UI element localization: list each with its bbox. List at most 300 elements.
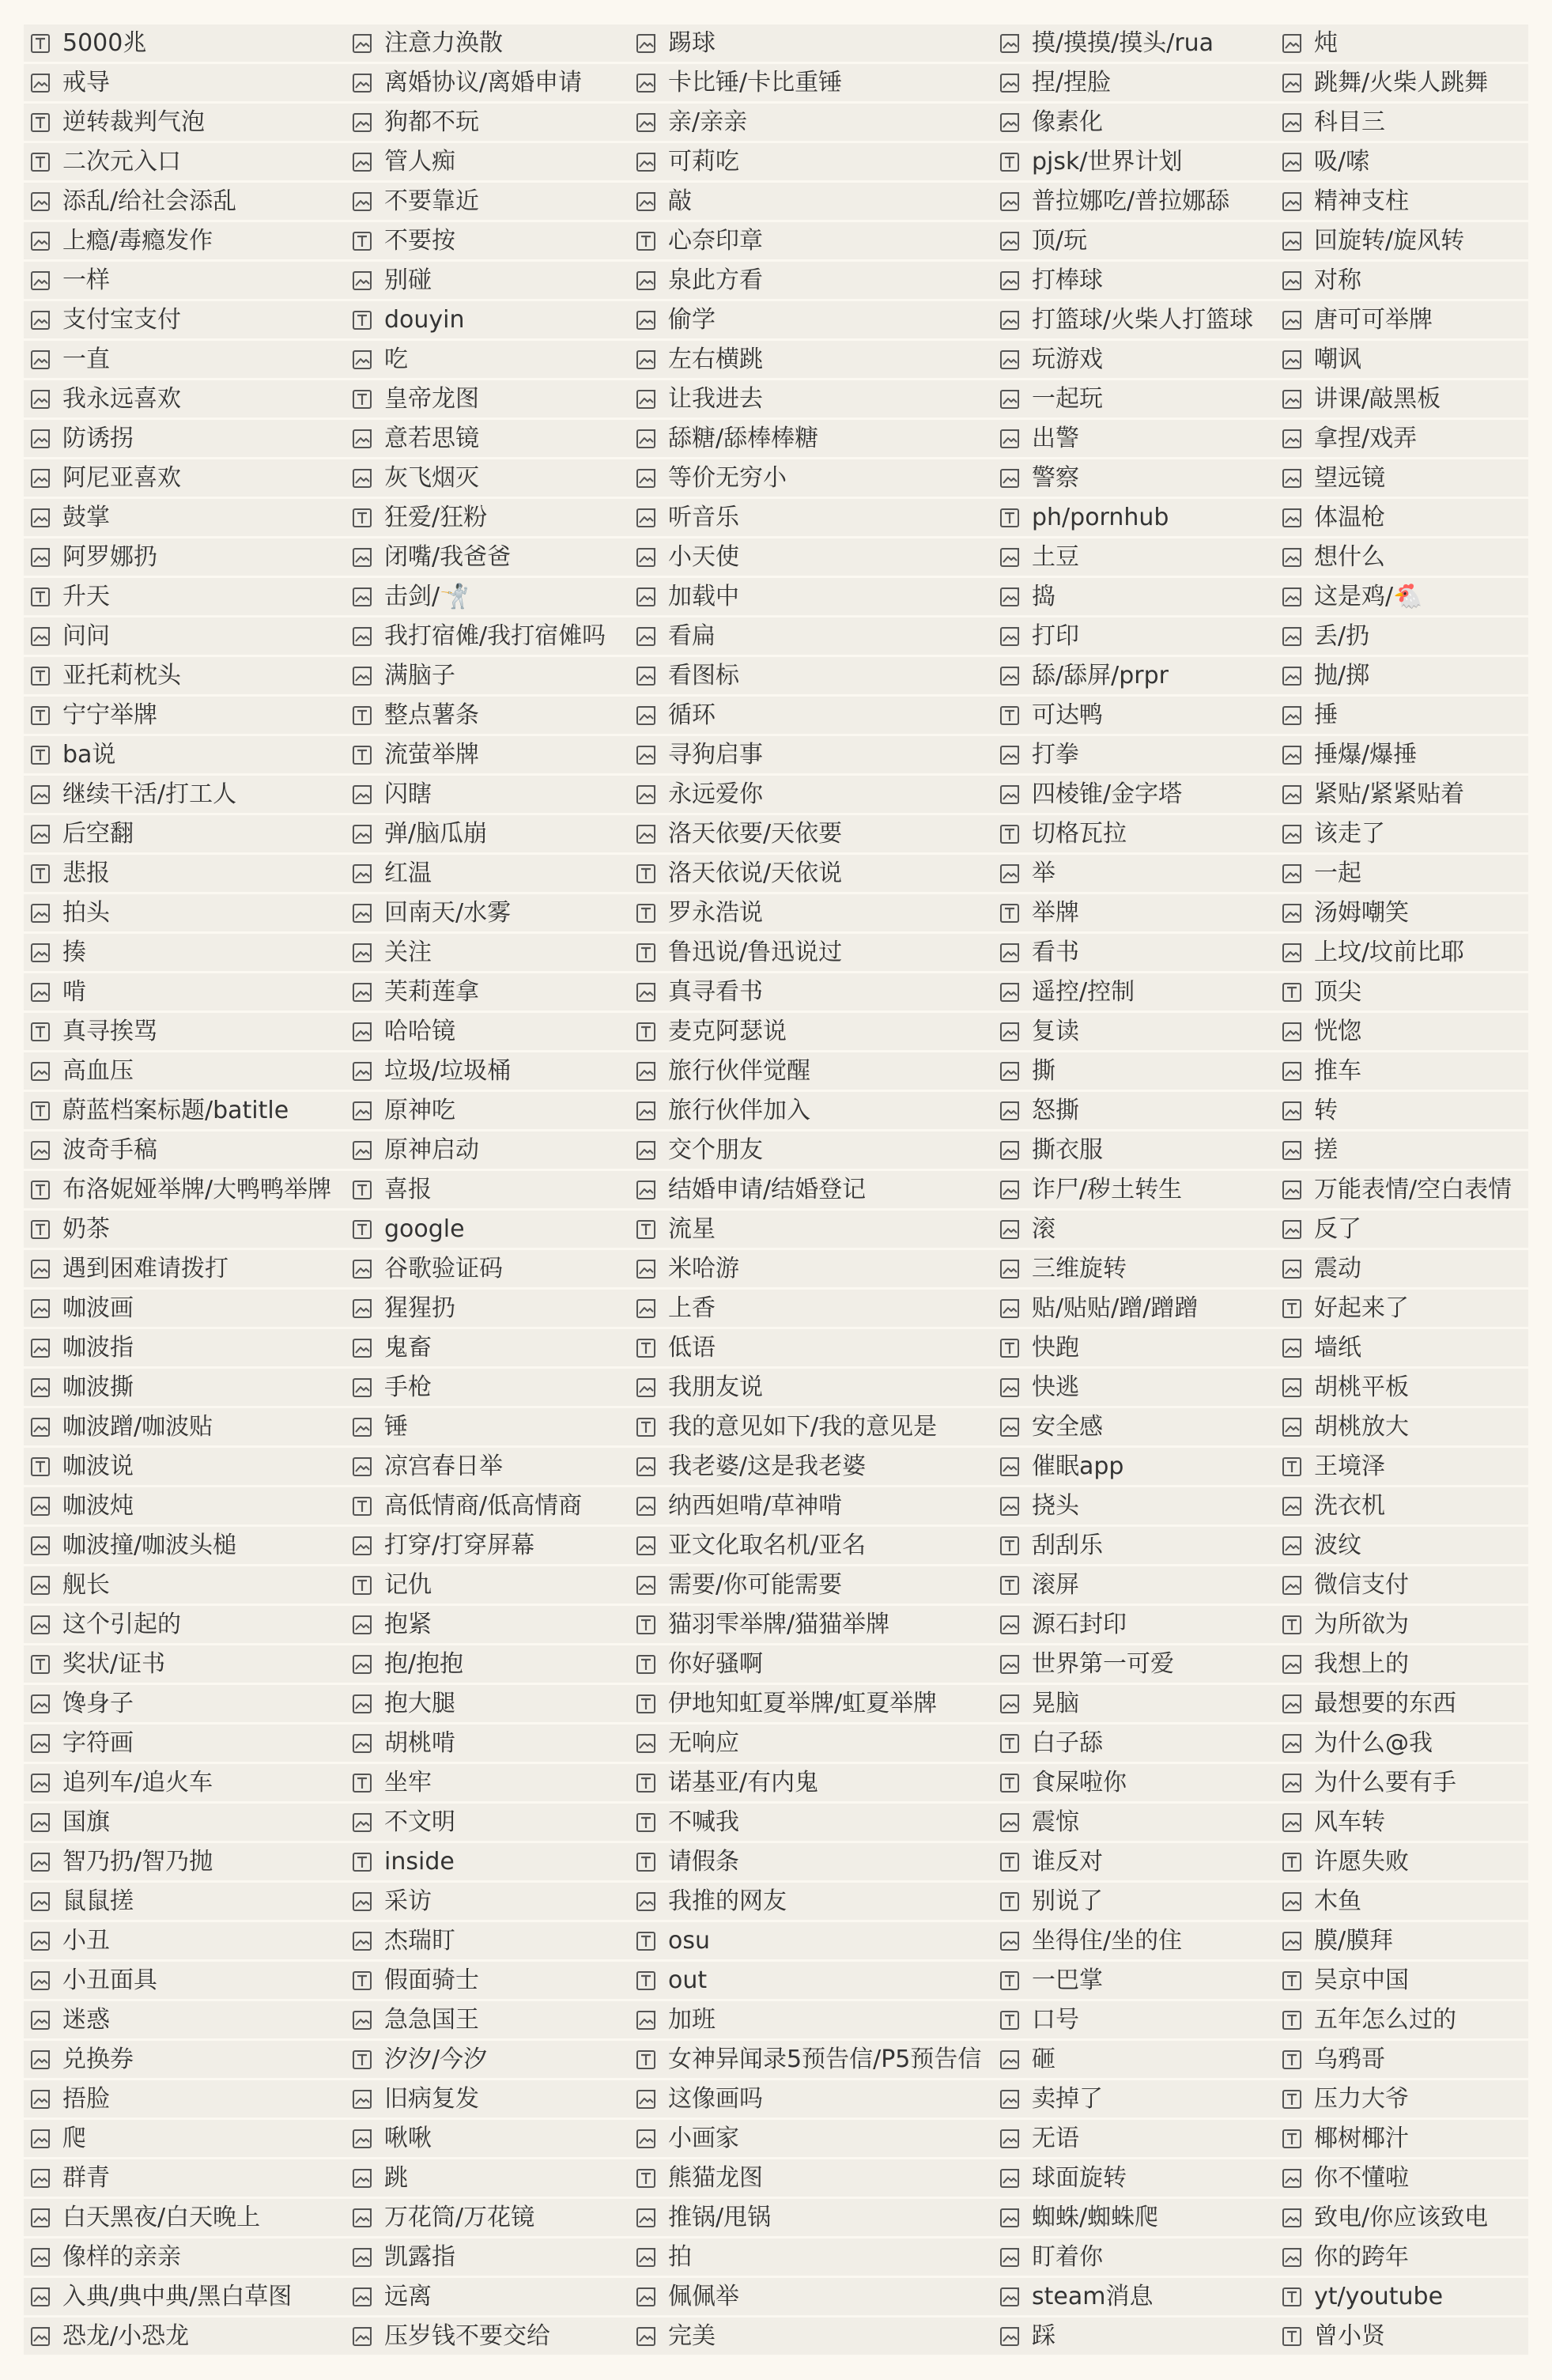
image-template-icon xyxy=(634,1139,658,1162)
meme-entry[interactable] xyxy=(1275,2238,1528,2278)
meme-entry[interactable] xyxy=(1275,1487,1528,1527)
meme-entry[interactable] xyxy=(629,2238,993,2278)
meme-entry[interactable] xyxy=(993,1329,1275,1369)
meme-entry[interactable] xyxy=(1275,1645,1528,1685)
meme-entry[interactable] xyxy=(24,2318,346,2357)
meme-entry[interactable] xyxy=(24,104,346,143)
meme-entry[interactable] xyxy=(1275,2278,1528,2318)
meme-entry[interactable] xyxy=(24,736,346,776)
meme-entry[interactable] xyxy=(346,1448,629,1487)
meme-entry[interactable] xyxy=(346,420,629,459)
meme-entry[interactable] xyxy=(346,1171,629,1211)
meme-entry[interactable] xyxy=(993,2120,1275,2159)
meme-entry[interactable] xyxy=(346,736,629,776)
meme-entry[interactable] xyxy=(1275,1013,1528,1052)
meme-entry[interactable] xyxy=(24,341,346,380)
meme-entry[interactable] xyxy=(993,1725,1275,1764)
meme-entry[interactable] xyxy=(993,1290,1275,1329)
meme-entry[interactable] xyxy=(24,934,346,973)
meme-entry[interactable] xyxy=(24,2080,346,2120)
meme-entry[interactable] xyxy=(24,301,346,341)
meme-entry[interactable] xyxy=(1275,973,1528,1013)
meme-entry[interactable] xyxy=(993,2199,1275,2238)
meme-entry[interactable] xyxy=(629,1052,993,1092)
meme-entry[interactable] xyxy=(629,380,993,420)
meme-entry[interactable] xyxy=(1275,1685,1528,1725)
meme-entry[interactable] xyxy=(24,222,346,262)
meme-entry[interactable] xyxy=(24,380,346,420)
meme-entry[interactable] xyxy=(1275,301,1528,341)
meme-entry[interactable] xyxy=(346,1290,629,1329)
meme-entry[interactable] xyxy=(24,1606,346,1645)
meme-entry[interactable] xyxy=(993,1487,1275,1527)
meme-entry[interactable] xyxy=(24,2041,346,2080)
meme-entry[interactable] xyxy=(346,459,629,499)
meme-entry[interactable] xyxy=(993,973,1275,1013)
meme-entry[interactable] xyxy=(1275,1092,1528,1131)
meme-entry[interactable] xyxy=(993,894,1275,934)
meme-entry[interactable] xyxy=(629,262,993,301)
meme-entry[interactable] xyxy=(993,1764,1275,1804)
meme-entry[interactable] xyxy=(1275,183,1528,222)
meme-entry[interactable] xyxy=(993,1566,1275,1606)
meme-entry[interactable] xyxy=(24,1092,346,1131)
meme-entry[interactable] xyxy=(346,380,629,420)
meme-entry[interactable] xyxy=(629,2041,993,2080)
meme-entry[interactable] xyxy=(629,934,993,973)
meme-entry[interactable] xyxy=(629,538,993,578)
meme-entry[interactable] xyxy=(1275,1883,1528,1922)
meme-entry[interactable] xyxy=(1275,697,1528,736)
meme-entry[interactable] xyxy=(24,1448,346,1487)
meme-entry[interactable] xyxy=(346,1408,629,1448)
meme-entry[interactable] xyxy=(1275,1052,1528,1092)
meme-entry[interactable] xyxy=(993,143,1275,183)
meme-entry[interactable] xyxy=(24,2120,346,2159)
meme-entry[interactable] xyxy=(24,1527,346,1566)
meme-entry[interactable] xyxy=(629,1962,993,2001)
meme-entry[interactable] xyxy=(1275,1764,1528,1804)
meme-entry[interactable] xyxy=(1275,1922,1528,1962)
meme-entry[interactable] xyxy=(24,1369,346,1408)
meme-entry[interactable] xyxy=(24,1052,346,1092)
meme-entry[interactable] xyxy=(346,2238,629,2278)
meme-entry[interactable] xyxy=(629,736,993,776)
meme-entry[interactable] xyxy=(346,222,629,262)
meme-entry[interactable] xyxy=(993,1804,1275,1843)
meme-entry[interactable] xyxy=(1275,2041,1528,2080)
meme-entry[interactable] xyxy=(993,222,1275,262)
meme-entry[interactable] xyxy=(993,64,1275,104)
meme-entry[interactable] xyxy=(346,1487,629,1527)
meme-entry[interactable] xyxy=(346,2001,629,2041)
meme-entry[interactable] xyxy=(629,2120,993,2159)
meme-entry[interactable] xyxy=(993,1685,1275,1725)
meme-entry[interactable] xyxy=(24,1487,346,1527)
meme-entry[interactable] xyxy=(346,1606,629,1645)
meme-entry[interactable] xyxy=(993,1092,1275,1131)
meme-entry[interactable] xyxy=(24,1764,346,1804)
meme-entry[interactable] xyxy=(346,578,629,618)
meme-entry[interactable] xyxy=(24,25,346,64)
meme-entry[interactable] xyxy=(1275,420,1528,459)
meme-entry[interactable] xyxy=(346,1843,629,1883)
meme-entry[interactable] xyxy=(629,1843,993,1883)
meme-entry[interactable] xyxy=(629,1566,993,1606)
meme-entry[interactable] xyxy=(993,420,1275,459)
meme-entry[interactable] xyxy=(24,1250,346,1290)
meme-entry[interactable] xyxy=(629,1487,993,1527)
meme-entry[interactable] xyxy=(346,1883,629,1922)
meme-entry[interactable] xyxy=(24,1883,346,1922)
meme-entry[interactable] xyxy=(993,1052,1275,1092)
meme-entry[interactable] xyxy=(24,815,346,855)
meme-entry[interactable] xyxy=(629,1250,993,1290)
meme-entry[interactable] xyxy=(346,301,629,341)
meme-entry[interactable] xyxy=(993,1448,1275,1487)
meme-entry[interactable] xyxy=(629,2278,993,2318)
meme-entry[interactable] xyxy=(24,1211,346,1250)
meme-entry[interactable] xyxy=(24,578,346,618)
image-template-icon xyxy=(1280,1178,1304,1202)
meme-entry[interactable] xyxy=(629,104,993,143)
meme-entry[interactable] xyxy=(346,776,629,815)
meme-entry[interactable] xyxy=(346,262,629,301)
meme-entry[interactable] xyxy=(993,2278,1275,2318)
image-template-icon xyxy=(1280,2246,1304,2269)
meme-entry[interactable] xyxy=(346,2041,629,2080)
meme-entry[interactable] xyxy=(993,697,1275,736)
meme-entry[interactable] xyxy=(993,2238,1275,2278)
meme-entry[interactable] xyxy=(1275,1250,1528,1290)
meme-entry[interactable] xyxy=(24,776,346,815)
meme-entry[interactable] xyxy=(346,2120,629,2159)
meme-entry[interactable] xyxy=(346,815,629,855)
meme-entry[interactable] xyxy=(346,1052,629,1092)
meme-entry[interactable] xyxy=(1275,1527,1528,1566)
meme-entry[interactable] xyxy=(1275,1290,1528,1329)
meme-entry[interactable] xyxy=(346,934,629,973)
meme-entry[interactable] xyxy=(993,855,1275,894)
meme-entry[interactable] xyxy=(24,1725,346,1764)
meme-entry[interactable] xyxy=(24,538,346,578)
meme-entry[interactable] xyxy=(346,855,629,894)
meme-entry[interactable] xyxy=(629,894,993,934)
meme-entry[interactable] xyxy=(993,2041,1275,2080)
meme-entry[interactable] xyxy=(1275,1843,1528,1883)
meme-entry[interactable] xyxy=(629,1883,993,1922)
meme-entry[interactable] xyxy=(346,1645,629,1685)
meme-entry[interactable] xyxy=(1275,1448,1528,1487)
meme-entry[interactable] xyxy=(1275,815,1528,855)
meme-entry[interactable] xyxy=(1275,459,1528,499)
meme-entry[interactable] xyxy=(24,1962,346,2001)
meme-entry[interactable] xyxy=(24,2001,346,2041)
meme-entry[interactable] xyxy=(993,776,1275,815)
meme-entry[interactable] xyxy=(346,2278,629,2318)
meme-entry[interactable] xyxy=(24,973,346,1013)
meme-entry[interactable] xyxy=(1275,2199,1528,2238)
meme-entry[interactable] xyxy=(346,1211,629,1250)
meme-entry[interactable] xyxy=(1275,222,1528,262)
meme-entry[interactable] xyxy=(1275,657,1528,697)
meme-entry[interactable] xyxy=(24,1685,346,1725)
meme-entry[interactable] xyxy=(629,618,993,657)
meme-entry[interactable] xyxy=(993,1606,1275,1645)
meme-entry[interactable] xyxy=(346,183,629,222)
meme-entry[interactable] xyxy=(629,459,993,499)
meme-entry[interactable] xyxy=(993,1171,1275,1211)
meme-entry[interactable] xyxy=(993,1369,1275,1408)
meme-entry[interactable] xyxy=(1275,618,1528,657)
meme-entry[interactable] xyxy=(1275,736,1528,776)
meme-entry[interactable] xyxy=(993,1211,1275,1250)
meme-entry[interactable] xyxy=(993,1962,1275,2001)
meme-entry[interactable] xyxy=(346,1250,629,1290)
meme-entry[interactable] xyxy=(629,1211,993,1250)
meme-entry[interactable] xyxy=(993,104,1275,143)
meme-entry[interactable] xyxy=(24,1843,346,1883)
meme-entry[interactable] xyxy=(993,1013,1275,1052)
meme-entry[interactable] xyxy=(1275,1804,1528,1843)
meme-entry[interactable] xyxy=(24,1922,346,1962)
meme-entry[interactable] xyxy=(993,578,1275,618)
meme-entry[interactable] xyxy=(1275,2080,1528,2120)
meme-entry[interactable] xyxy=(629,1606,993,1645)
meme-entry[interactable] xyxy=(993,1883,1275,1922)
meme-entry[interactable] xyxy=(1275,2001,1528,2041)
meme-entry[interactable] xyxy=(629,420,993,459)
meme-entry[interactable] xyxy=(993,25,1275,64)
meme-entry[interactable] xyxy=(346,2080,629,2120)
meme-entry[interactable] xyxy=(993,538,1275,578)
meme-entry[interactable] xyxy=(346,143,629,183)
meme-entry[interactable] xyxy=(993,815,1275,855)
meme-entry[interactable] xyxy=(346,1013,629,1052)
meme-entry[interactable] xyxy=(346,697,629,736)
meme-entry[interactable] xyxy=(993,1922,1275,1962)
meme-entry[interactable] xyxy=(1275,776,1528,815)
meme-entry[interactable] xyxy=(629,341,993,380)
meme-entry[interactable] xyxy=(24,183,346,222)
meme-entry[interactable] xyxy=(629,1013,993,1052)
meme-entry[interactable] xyxy=(629,1685,993,1725)
meme-entry[interactable] xyxy=(629,1329,993,1369)
meme-entry[interactable] xyxy=(24,1329,346,1369)
meme-entry[interactable] xyxy=(24,1804,346,1843)
meme-entry[interactable] xyxy=(346,104,629,143)
meme-entry[interactable] xyxy=(993,618,1275,657)
meme-entry[interactable] xyxy=(346,341,629,380)
meme-entry[interactable] xyxy=(1275,262,1528,301)
meme-entry[interactable] xyxy=(1275,380,1528,420)
meme-entry[interactable] xyxy=(629,1290,993,1329)
meme-entry[interactable] xyxy=(346,25,629,64)
meme-entry[interactable] xyxy=(346,973,629,1013)
meme-entry[interactable] xyxy=(993,1645,1275,1685)
meme-entry[interactable] xyxy=(993,1131,1275,1171)
image-template-icon xyxy=(1280,506,1304,530)
meme-entry[interactable] xyxy=(24,894,346,934)
meme-entry[interactable] xyxy=(1275,1408,1528,1448)
meme-entry[interactable] xyxy=(629,1804,993,1843)
meme-entry[interactable] xyxy=(24,2199,346,2238)
meme-entry[interactable] xyxy=(346,1685,629,1725)
meme-entry[interactable] xyxy=(993,2080,1275,2120)
meme-entry[interactable] xyxy=(346,894,629,934)
meme-entry[interactable] xyxy=(629,2318,993,2357)
meme-entry[interactable] xyxy=(993,380,1275,420)
meme-entry[interactable] xyxy=(346,1764,629,1804)
meme-entry[interactable] xyxy=(629,697,993,736)
meme-entry[interactable] xyxy=(629,1922,993,1962)
meme-entry[interactable] xyxy=(629,1131,993,1171)
meme-entry[interactable] xyxy=(1275,1329,1528,1369)
meme-entry[interactable] xyxy=(993,934,1275,973)
image-template-icon xyxy=(998,980,1021,1004)
meme-entry[interactable] xyxy=(346,2318,629,2357)
meme-entry[interactable] xyxy=(629,1369,993,1408)
meme-entry[interactable] xyxy=(346,1962,629,2001)
meme-entry[interactable] xyxy=(24,2159,346,2199)
meme-entry[interactable] xyxy=(24,2238,346,2278)
meme-entry[interactable] xyxy=(629,2001,993,2041)
meme-entry[interactable] xyxy=(629,183,993,222)
meme-entry[interactable] xyxy=(993,736,1275,776)
meme-entry[interactable] xyxy=(993,499,1275,538)
meme-entry[interactable] xyxy=(1275,2120,1528,2159)
meme-entry[interactable] xyxy=(993,2318,1275,2357)
meme-entry[interactable] xyxy=(629,143,993,183)
meme-entry[interactable] xyxy=(993,1408,1275,1448)
meme-entry[interactable] xyxy=(24,1131,346,1171)
meme-entry[interactable] xyxy=(629,2080,993,2120)
meme-entry[interactable] xyxy=(629,578,993,618)
meme-entry[interactable] xyxy=(993,1250,1275,1290)
meme-entry[interactable] xyxy=(629,815,993,855)
meme-entry[interactable] xyxy=(346,1804,629,1843)
meme-entry[interactable] xyxy=(346,1092,629,1131)
meme-entry[interactable] xyxy=(629,1408,993,1448)
meme-entry[interactable] xyxy=(24,262,346,301)
meme-entry[interactable] xyxy=(1275,934,1528,973)
meme-entry[interactable] xyxy=(1275,578,1528,618)
meme-entry[interactable] xyxy=(24,1408,346,1448)
meme-entry[interactable] xyxy=(993,301,1275,341)
meme-entry[interactable] xyxy=(993,262,1275,301)
meme-entry[interactable] xyxy=(346,64,629,104)
meme-entry[interactable] xyxy=(346,538,629,578)
meme-entry[interactable] xyxy=(346,2159,629,2199)
meme-entry[interactable] xyxy=(629,25,993,64)
meme-entry[interactable] xyxy=(629,1527,993,1566)
meme-entry[interactable] xyxy=(346,1527,629,1566)
meme-entry[interactable] xyxy=(629,776,993,815)
meme-entry[interactable] xyxy=(346,618,629,657)
meme-entry[interactable] xyxy=(629,657,993,697)
meme-entry[interactable] xyxy=(24,1013,346,1052)
meme-entry[interactable] xyxy=(629,222,993,262)
meme-entry[interactable] xyxy=(24,1171,346,1211)
meme-entry[interactable] xyxy=(1275,1962,1528,2001)
meme-entry[interactable] xyxy=(629,2159,993,2199)
meme-entry[interactable] xyxy=(1275,1131,1528,1171)
meme-entry[interactable] xyxy=(24,499,346,538)
meme-entry[interactable] xyxy=(1275,855,1528,894)
meme-entry[interactable] xyxy=(629,1725,993,1764)
meme-entry[interactable] xyxy=(993,341,1275,380)
meme-entry[interactable] xyxy=(1275,1211,1528,1250)
meme-entry[interactable] xyxy=(993,1843,1275,1883)
meme-entry[interactable] xyxy=(1275,64,1528,104)
meme-entry[interactable] xyxy=(24,420,346,459)
meme-entry[interactable] xyxy=(629,1092,993,1131)
meme-entry[interactable] xyxy=(1275,499,1528,538)
meme-entry[interactable] xyxy=(346,1725,629,1764)
meme-entry[interactable] xyxy=(1275,1171,1528,1211)
meme-entry[interactable] xyxy=(24,618,346,657)
meme-entry[interactable] xyxy=(24,1645,346,1685)
meme-entry[interactable] xyxy=(1275,2159,1528,2199)
meme-entry[interactable] xyxy=(629,499,993,538)
meme-entry[interactable] xyxy=(1275,1606,1528,1645)
meme-entry[interactable] xyxy=(346,499,629,538)
meme-entry[interactable] xyxy=(1275,894,1528,934)
meme-entry[interactable] xyxy=(24,1566,346,1606)
meme-entry[interactable] xyxy=(346,1922,629,1962)
meme-entry[interactable] xyxy=(24,855,346,894)
meme-entry[interactable] xyxy=(1275,104,1528,143)
meme-entry[interactable] xyxy=(629,1764,993,1804)
meme-entry[interactable] xyxy=(346,1131,629,1171)
meme-entry[interactable] xyxy=(346,1369,629,1408)
meme-entry[interactable] xyxy=(24,657,346,697)
meme-entry[interactable] xyxy=(346,1329,629,1369)
meme-entry[interactable] xyxy=(1275,143,1528,183)
meme-entry[interactable] xyxy=(993,1527,1275,1566)
meme-entry[interactable] xyxy=(1275,341,1528,380)
meme-entry[interactable] xyxy=(346,1566,629,1606)
meme-entry[interactable] xyxy=(993,2159,1275,2199)
meme-entry[interactable] xyxy=(993,657,1275,697)
meme-entry[interactable] xyxy=(629,2199,993,2238)
meme-entry[interactable] xyxy=(993,2001,1275,2041)
meme-entry[interactable] xyxy=(629,1448,993,1487)
meme-entry[interactable] xyxy=(24,1290,346,1329)
meme-entry[interactable] xyxy=(1275,1369,1528,1408)
meme-entry[interactable] xyxy=(629,1645,993,1685)
meme-entry[interactable] xyxy=(629,64,993,104)
meme-entry[interactable] xyxy=(24,459,346,499)
meme-entry[interactable] xyxy=(346,2199,629,2238)
meme-entry[interactable] xyxy=(629,973,993,1013)
meme-entry[interactable] xyxy=(24,64,346,104)
meme-entry[interactable] xyxy=(1275,538,1528,578)
meme-entry[interactable] xyxy=(629,855,993,894)
meme-entry[interactable] xyxy=(629,301,993,341)
meme-entry[interactable] xyxy=(993,459,1275,499)
meme-entry[interactable] xyxy=(346,657,629,697)
meme-entry[interactable] xyxy=(24,2278,346,2318)
meme-entry[interactable] xyxy=(993,183,1275,222)
meme-entry[interactable] xyxy=(1275,1566,1528,1606)
meme-entry[interactable] xyxy=(1275,25,1528,64)
meme-entry[interactable] xyxy=(1275,1725,1528,1764)
meme-entry[interactable] xyxy=(24,697,346,736)
meme-entry[interactable] xyxy=(24,143,346,183)
meme-entry[interactable] xyxy=(1275,2318,1528,2357)
meme-entry[interactable] xyxy=(629,1171,993,1211)
